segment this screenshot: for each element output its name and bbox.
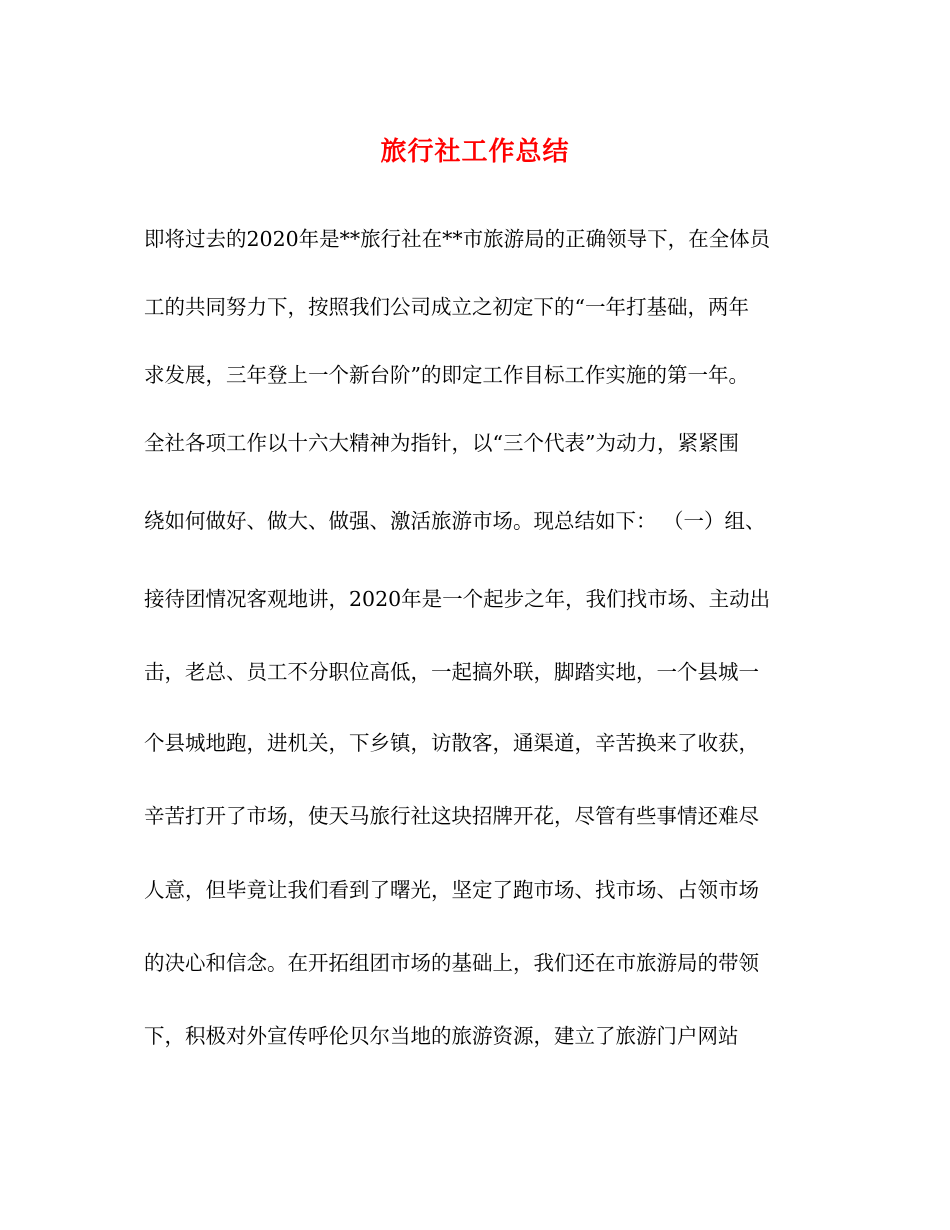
body-line: 工的共同努力下，按照我们公司成立之初定下的“一年打基础，两年 [144,295,749,319]
body-line: 求发展，三年登上一个新台阶”的即定工作目标工作实施的第一年。 [144,363,749,387]
body-line: 的决心和信念。在开拓组团市场的基础上，我们还在市旅游局的带领 [144,951,759,975]
body-line: 即将过去的2020年是**旅行社在**市旅游局的正确领导下，在全体员 [144,227,771,251]
body-line: 个县城地跑，进机关，下乡镇，访散客，通渠道，辛苦换来了收获， [144,731,759,755]
body-line: 辛苦打开了市场，使天马旅行社这块招牌开花，尽管有些事情还难尽 [144,804,759,828]
document-title: 旅行社工作总结 [380,137,570,167]
body-line: 绕如何做好、做大、做强、激活旅游市场。现总结如下： （一）组、 [144,509,766,533]
body-line: 击，老总、员工不分职位高低，一起搞外联，脚踏实地，一个县城一 [144,660,759,684]
body-line: 人意，但毕竟让我们看到了曙光，坚定了跑市场、找市场、占领市场 [144,878,759,902]
body-line: 接待团情况客观地讲，2020年是一个起步之年，我们找市场、主动出 [144,587,771,611]
body-line: 全社各项工作以十六大精神为指针，以“三个代表”为动力，紧紧围 [144,431,739,455]
body-line: 下，积极对外宣传呼伦贝尔当地的旅游资源，建立了旅游门户网站 [144,1024,739,1048]
